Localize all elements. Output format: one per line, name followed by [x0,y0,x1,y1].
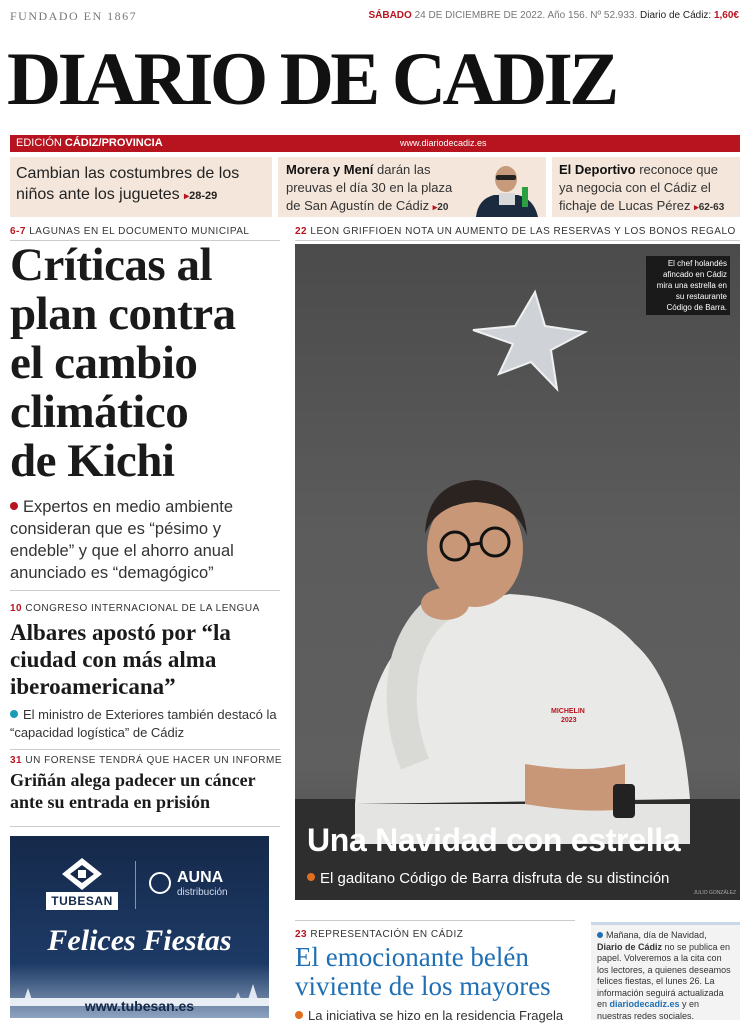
ad-slogan: Felices Fiestas [47,924,232,957]
main-photo[interactable] [295,244,740,900]
divider [295,240,740,241]
page-ref: 28-29 [189,190,218,202]
price-label: Diario de Cádiz: [640,10,714,21]
teaser-toys[interactable]: Cambian las costumbres de los niños ante los juguetes ▸28-29 [10,157,272,217]
christmas-notice: Mañana, día de Navidad, Diario de Cádiz no se publica en papel. Volveremos a la cita con los lectores, a quienes deseamos felices fiestas, el lunes 26. La información seguirá actualizada en diariodecadiz.es y en nuestras redes sociales. [591,922,740,1020]
date: 24 DE DICIEMBRE DE 2022. [411,10,548,21]
story2-kicker: 10 CONGRESO INTERNACIONAL DE LA LENGUA [10,603,260,614]
jacket-year: 2023 [561,717,577,724]
teaser-deportivo[interactable]: El Deportivo reconoce que ya negocia con el Cádiz el fichaje de Lucas Pérez ▸62-63 [552,157,740,217]
lead-headline[interactable]: Críticas al plan contra el cambio climático de Kichi [10,239,236,487]
jacket-logo: MICHELIN [551,708,585,715]
photo-headline[interactable]: Una Navidad con estrella [307,822,681,858]
divider [295,920,575,921]
bullet-icon [307,873,315,881]
bullet-icon [10,710,18,718]
day: SÁBADO [368,10,412,21]
story4-headline[interactable]: El emocionante belén viviente de los mayores [295,942,551,1001]
story2-summary: El ministro de Exteriores también destacó la “capacidad logística” de Cádiz [10,707,277,740]
issue-number: Año 156. Nº 52.933. [547,10,641,21]
photo-kicker: 22 LEON GRIFFIOEN NOTA UN AUMENTO DE LAS RESERVAS Y LOS BONOS REGALO [295,226,736,237]
edition-name: CÁDIZ/PROVINCIA [64,137,163,149]
page-ref: 20 [437,202,449,213]
divider [10,826,280,827]
bullet-icon [10,502,18,510]
price: 1,60€ [713,10,739,21]
newspaper-title: DIARIO DE CADIZ [7,38,616,121]
lead-summary: Expertos en medio ambiente consideran que es “pésimo y endeble” y que el ahorro anual anunciado es “demagógico” [10,498,234,582]
divider [10,749,280,750]
brand-auna: AUNA [177,869,224,886]
teaser-morera[interactable]: Morera y Mení darán las preuvas el día 30 en la plaza de San Agustín de Cádiz ▸20 [278,157,546,217]
ad-separator [135,861,136,909]
story4-summary: La iniciativa se hizo en la residencia Fragela [295,1008,585,1023]
date-line [368,10,739,21]
brand-auna-sub: distribución [177,887,228,898]
page-ref: 62-63 [698,202,725,213]
auna-logo-icon [149,872,171,894]
singer-photo [466,157,546,217]
story4-kicker: 23 REPRESENTACIÓN EN CÁDIZ [295,929,464,940]
advert-tubesan[interactable] [10,836,269,1018]
photo-credit: JULIO GONZÁLEZ [693,890,736,896]
brand-tubesan: TUBESAN [46,892,118,910]
lead-kicker: 6-7 LAGUNAS EN EL DOCUMENTO MUNICIPAL [10,226,250,237]
tubesan-logo-icon [62,858,102,890]
bullet-icon [597,932,603,938]
story3-headline[interactable]: Griñán alega padecer un cáncer ante su entrada en prisión [10,770,256,812]
edition-label: EDICIÓN [16,137,65,149]
story3-kicker: 31 UN FORENSE TENDRÁ QUE HACER UN INFORME [10,755,283,766]
divider [10,590,280,591]
edition-bar [10,135,740,152]
photo-caption: El chef holandés afincado en Cádiz mira una estrella en su restaurante Código de Barra. [646,256,730,315]
story2-headline[interactable]: Albares apostó por “la ciudad con más alma iberoamericana” [10,620,231,699]
bullet-icon [295,1011,303,1019]
notice-link[interactable]: diariodecadiz.es [609,999,680,1009]
chef-photo [295,244,740,900]
photo-summary: El gaditano Código de Barra disfruta de su distinción [307,870,669,887]
website-link[interactable]: www.diariodecadiz.es [400,138,487,148]
founded-line: FUNDADO EN 1867 [10,9,138,23]
ad-url[interactable]: www.tubesan.es [84,998,195,1014]
